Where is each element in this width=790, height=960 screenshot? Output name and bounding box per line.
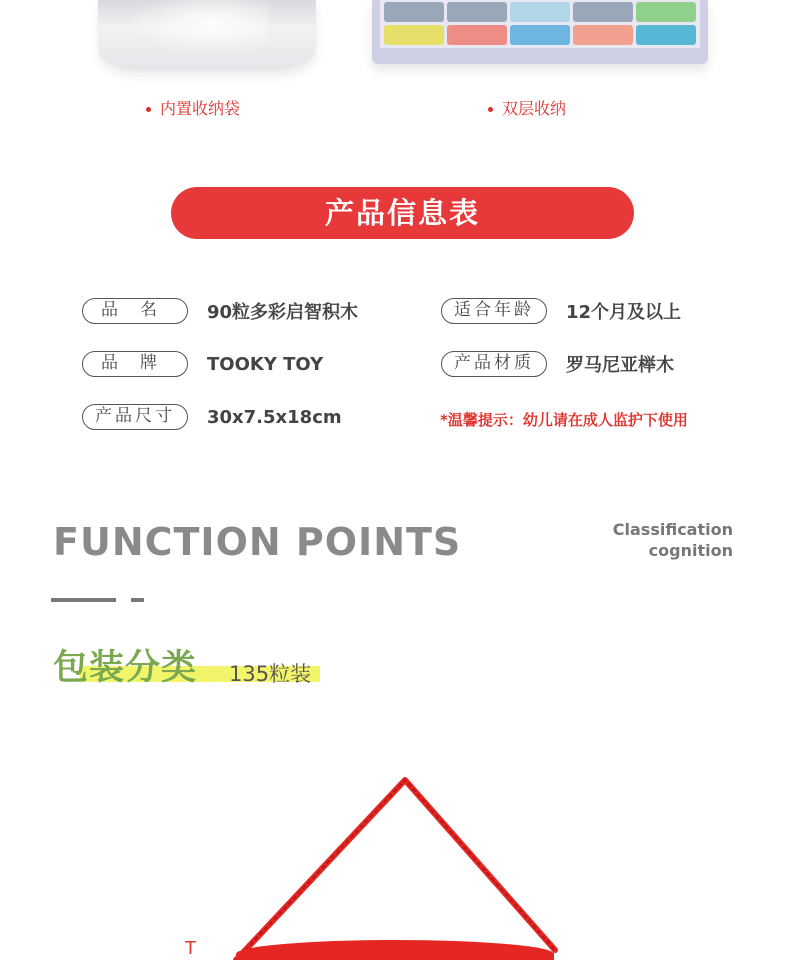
bullet-dot [146,107,151,112]
caption-double-layer [488,96,566,119]
block [510,25,570,45]
spec-value-age: 12个月及以上 [566,302,682,323]
spec-label-age: 适合年龄 [441,298,547,324]
block [510,2,570,22]
spec-age [441,298,681,324]
spec-value-brand: TOOKY TOY [207,353,324,375]
storage-box-image [372,0,708,64]
function-subtitle [613,519,733,561]
bullet-dot [488,107,493,112]
pack-count: 135粒装 [229,662,312,686]
spec-value-size: 30x7.5x18cm [207,406,342,428]
spec-size [82,404,342,430]
spec-value-name: 90粒多彩启智积木 [207,302,359,323]
product-info-banner: 产品信息表 [171,187,634,239]
spec-name [82,298,358,324]
function-points-title: FUNCTION POINTS [53,520,462,564]
spec-label-name: 品名 [82,298,188,324]
function-subtitle-line2: cognition [648,541,733,560]
spec-label-material: 产品材质 [441,351,547,377]
spec-material [441,351,674,377]
spec-brand [82,351,323,377]
box-blocks [380,0,700,48]
block [384,25,444,45]
block [447,25,507,45]
caption-left-text: 内置收纳袋 [160,99,241,118]
pack-category-title: 包装分类 [53,648,198,688]
block [447,2,507,22]
block [573,25,633,45]
caption-storage-bag [146,96,240,119]
safety-warning: *温馨提示：幼儿请在成人监护下使用 [440,411,688,429]
bucket-handle [230,775,560,960]
block-row-top [384,2,696,22]
block [636,25,696,45]
storage-bag-image [98,0,316,70]
block [573,2,633,22]
bucket-rim [236,940,554,960]
block [636,2,696,22]
divider-long [51,598,116,602]
spec-label-size: 产品尺寸 [82,404,188,430]
spec-label-brand: 品牌 [82,351,188,377]
block-row-bottom [384,25,696,45]
dimension-tick: T [185,938,196,959]
divider-short [131,598,144,602]
function-subtitle-line1: Classification [612,520,733,539]
spec-value-material: 罗马尼亚榉木 [566,355,674,376]
caption-right-text: 双层收纳 [502,99,567,118]
block [384,2,444,22]
